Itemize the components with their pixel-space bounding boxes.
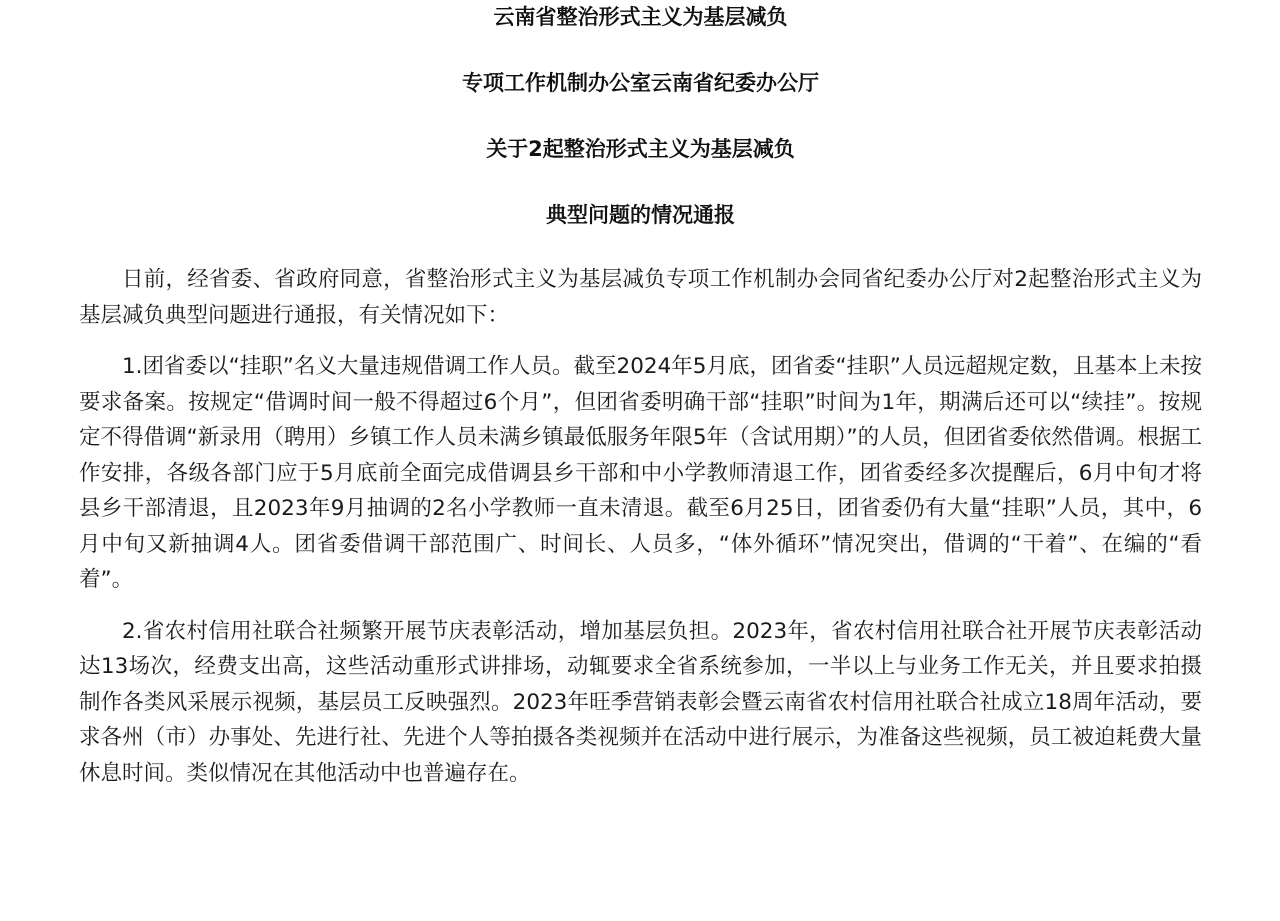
case-1-paragraph: 1.团省委以“挂职”名义大量违规借调工作人员。截至2024年5月底，团省委“挂职”人员远超规定数，且基本上未按要求备案。按规定“借调时间一般不得超过6个月”，但团省委明确干部“挂职”时间为1年，期满后还可以“续挂”。按规定不得借调“新录用（聘用）乡镇工作人员未满乡镇最低服务年限5年（含试用期）”的人员，但团省委依然借调。根据工作安排，各级各部门应于5月底前全面完成借调县乡干部和中小学教师清退工作，团省委经多次提醒后，6月中旬才将县乡干部清退，且2023年9月抽调的2名小学教师一直未清退。截至6月25日，团省委仍有大量“挂职”人员，其中，6月中旬又新抽调4人。团省委借调干部范围广、时间长、人员多，“体外循环”情况突出，借调的“干着”、在编的“看着”。 [79, 354, 1202, 592]
title-line-3: 关于2起整治形式主义为基层减负 [486, 137, 795, 161]
document-title [79, 0, 1202, 226]
intro-paragraph: 日前，经省委、省政府同意，省整治形式主义为基层减负专项工作机制办会同省纪委办公厅对2起整治形式主义为基层减负典型问题进行通报，有关情况如下： [79, 267, 1202, 328]
document-body [79, 262, 1202, 791]
title-line-1: 云南省整治形式主义为基层减负 [493, 5, 788, 29]
title-line-2: 专项工作机制办公室云南省纪委办公厅 [462, 71, 819, 95]
case-2-paragraph: 2.省农村信用社联合社频繁开展节庆表彰活动，增加基层负担。2023年，省农村信用社联合社开展节庆表彰活动达13场次，经费支出高，这些活动重形式讲排场，动辄要求全省系统参加，一半以上与业务工作无关，并且要求拍摄制作各类风采展示视频，基层员工反映强烈。2023年旺季营销表彰会暨云南省农村信用社联合社成立18周年活动，要求各州（市）办事处、先进行社、先进个人等拍摄各类视频并在活动中进行展示，为准备这些视频，员工被迫耗费大量休息时间。类似情况在其他活动中也普遍存在。 [79, 618, 1202, 786]
title-line-4: 典型问题的情况通报 [546, 203, 735, 227]
